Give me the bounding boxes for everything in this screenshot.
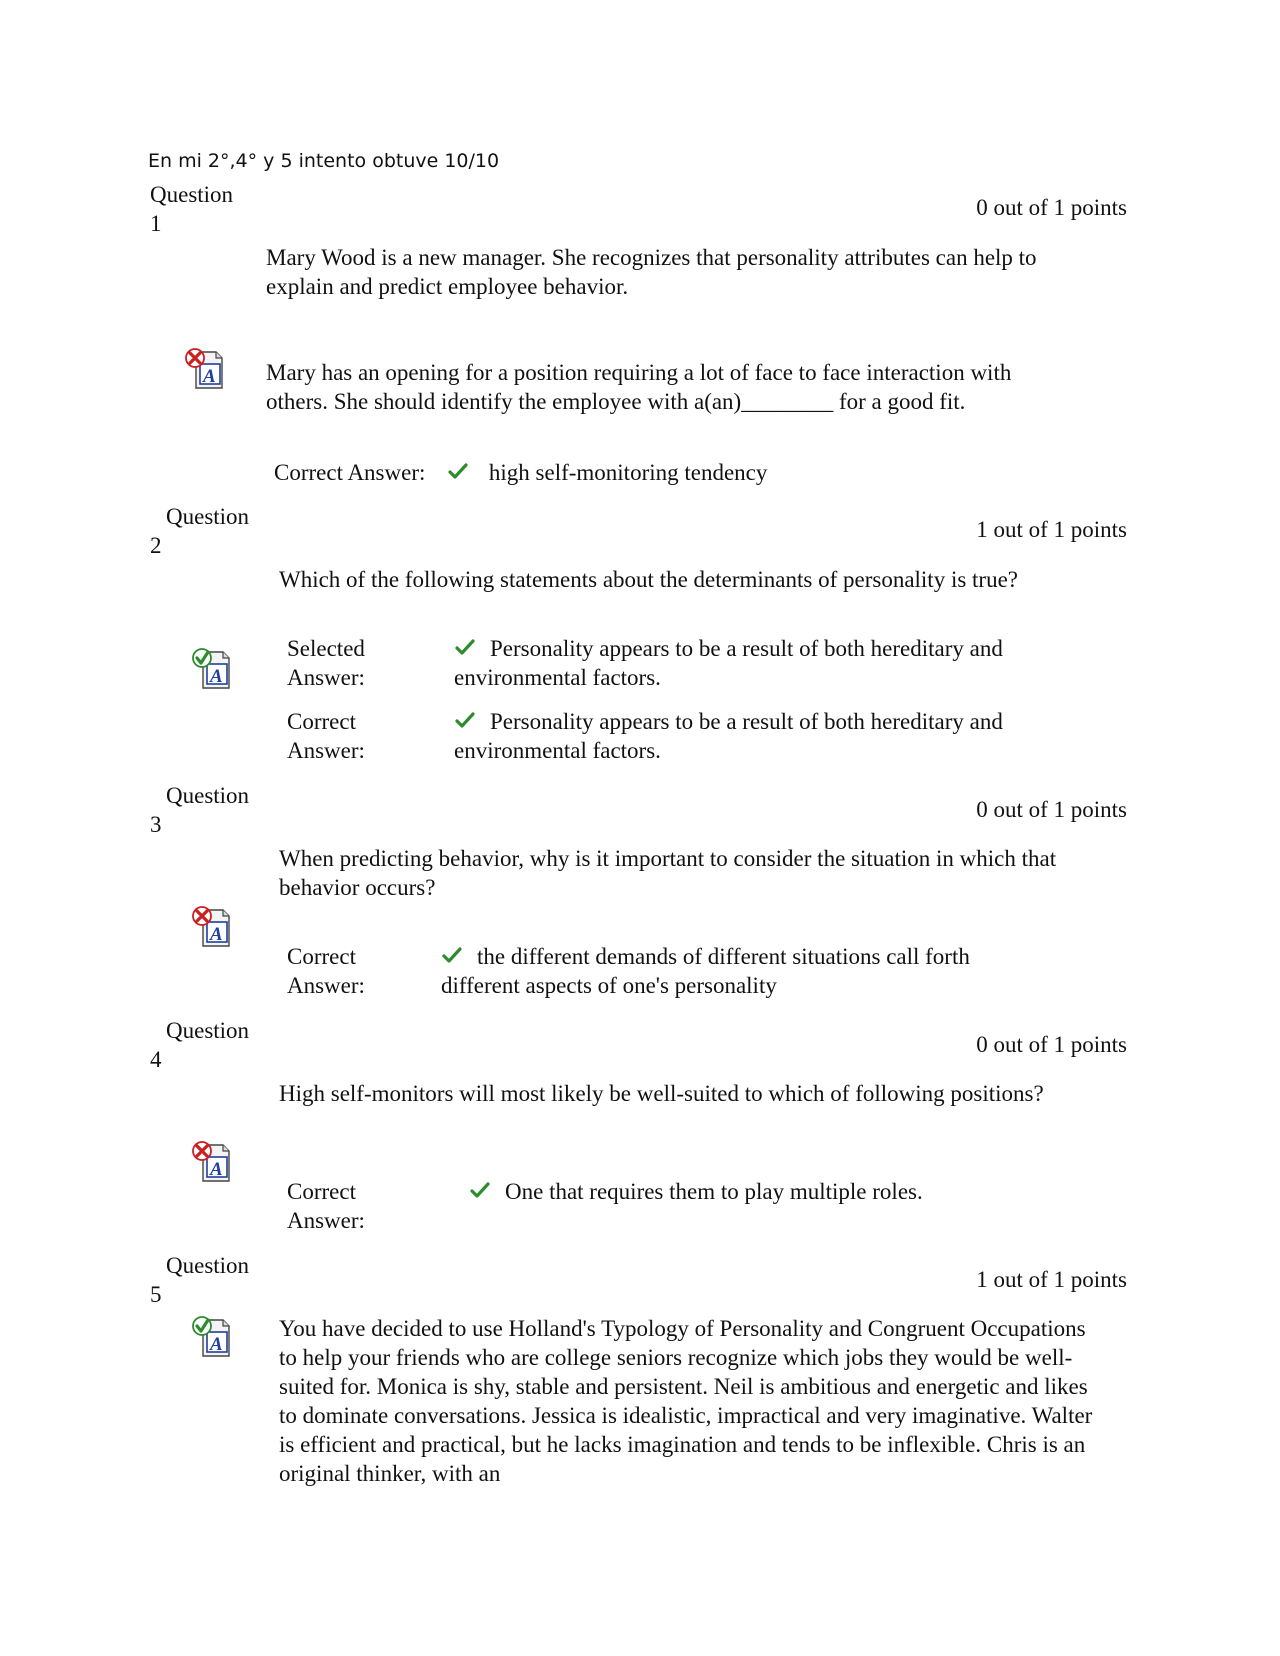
checkmark-icon: [454, 711, 476, 729]
question-2-prompt: Which of the following statements about the determinants of personality is true?: [279, 567, 1018, 592]
question-4-points: 0 out of 1 points: [976, 1032, 1127, 1057]
question-3-points: 0 out of 1 points: [976, 797, 1127, 822]
correct-label-line-2: Answer:: [287, 973, 365, 998]
question-label-text: Question: [150, 182, 234, 207]
question-number: 2: [150, 533, 162, 558]
correct-answer-label: [287, 942, 437, 1000]
question-number: 4: [150, 1047, 162, 1072]
question-4-prompt: High self-monitors will most likely be well-suited to which of following positions?: [279, 1081, 1044, 1106]
checkmark-icon: [447, 462, 469, 480]
question-1-correct-answer-row: [274, 458, 767, 487]
correct-label-line-1: Correct: [287, 944, 356, 969]
question-number: 3: [150, 812, 162, 837]
correct-answer-icon: [191, 1314, 231, 1358]
correct-answer-text: the different demands of different situations call forth different aspects of one's personality: [441, 944, 970, 998]
selected-label-line-2: Answer:: [287, 665, 365, 690]
checkmark-icon: [469, 1181, 491, 1199]
question-5-points: 1 out of 1 points: [976, 1267, 1127, 1292]
question-label-text: Question: [166, 1253, 250, 1278]
correct-answer-label: Correct Answer:: [274, 460, 426, 485]
question-3-prompt: When predicting behavior, why is it important to consider the situation in which that behavior occurs?: [279, 846, 1057, 900]
question-2-points: 1 out of 1 points: [976, 517, 1127, 542]
checkmark-icon: [441, 946, 463, 964]
question-label-text: Question: [166, 1018, 250, 1043]
correct-answer: [454, 707, 1074, 765]
correct-answer-text: Personality appears to be a result of both hereditary and environmental factors.: [454, 709, 1003, 763]
correct-label-line-2: Answer:: [287, 738, 365, 763]
question-label-text: Question: [166, 504, 250, 529]
correct-label-line-1: Correct: [287, 1179, 356, 1204]
correct-answer-label: [287, 1177, 437, 1235]
selected-label-line-1: Selected: [287, 636, 365, 661]
correct-answer: [441, 942, 1041, 1000]
correct-label-line-1: Correct: [287, 709, 356, 734]
checkmark-icon: [454, 638, 476, 656]
question-1-prompt: Mary has an opening for a position requiring a lot of face to face interaction with others. She should identify the employee with a(an)________ for a good fit.: [266, 360, 1012, 414]
intro-note: En mi 2°,4° y 5 intento obtuve 10/10: [148, 150, 500, 172]
correct-answer-label: [287, 707, 437, 765]
incorrect-answer-icon: [191, 1139, 231, 1183]
question-5-prompt: You have decided to use Holland's Typology of Personality and Congruent Occupations to help your friends who are college seniors recognize which jobs they would be well-suited for. Monica is shy, stable and persistent. Neil is ambitious and energetic and likes to dominate conversations. Jessica is idealistic, impractical and very imaginative. Walter is efficient and practical, but he lacks imagination and tends to be inflexible. Chris is an original thinker, with an: [279, 1316, 1093, 1486]
question-number: 5: [150, 1282, 162, 1307]
question-1-label: [150, 180, 280, 238]
correct-answer-icon: [191, 646, 231, 690]
question-label-text: Question: [166, 783, 250, 808]
selected-answer: [454, 634, 1074, 692]
correct-answer-text: high self-monitoring tendency: [488, 460, 768, 485]
correct-label-line-2: Answer:: [287, 1208, 365, 1233]
correct-answer: [469, 1177, 1069, 1206]
question-1-points: 0 out of 1 points: [976, 195, 1127, 220]
correct-answer-text: One that requires them to play multiple roles.: [505, 1179, 923, 1204]
question-number: 1: [150, 211, 162, 236]
question-2-label: [166, 502, 296, 531]
incorrect-answer-icon: [191, 904, 231, 948]
selected-answer-text: Personality appears to be a result of both hereditary and environmental factors.: [454, 636, 1003, 690]
question-1-stem: Mary Wood is a new manager. She recognizes that personality attributes can help to explain and predict employee behavior.: [266, 245, 1037, 299]
selected-answer-label: [287, 634, 437, 692]
incorrect-answer-icon: [184, 346, 224, 390]
